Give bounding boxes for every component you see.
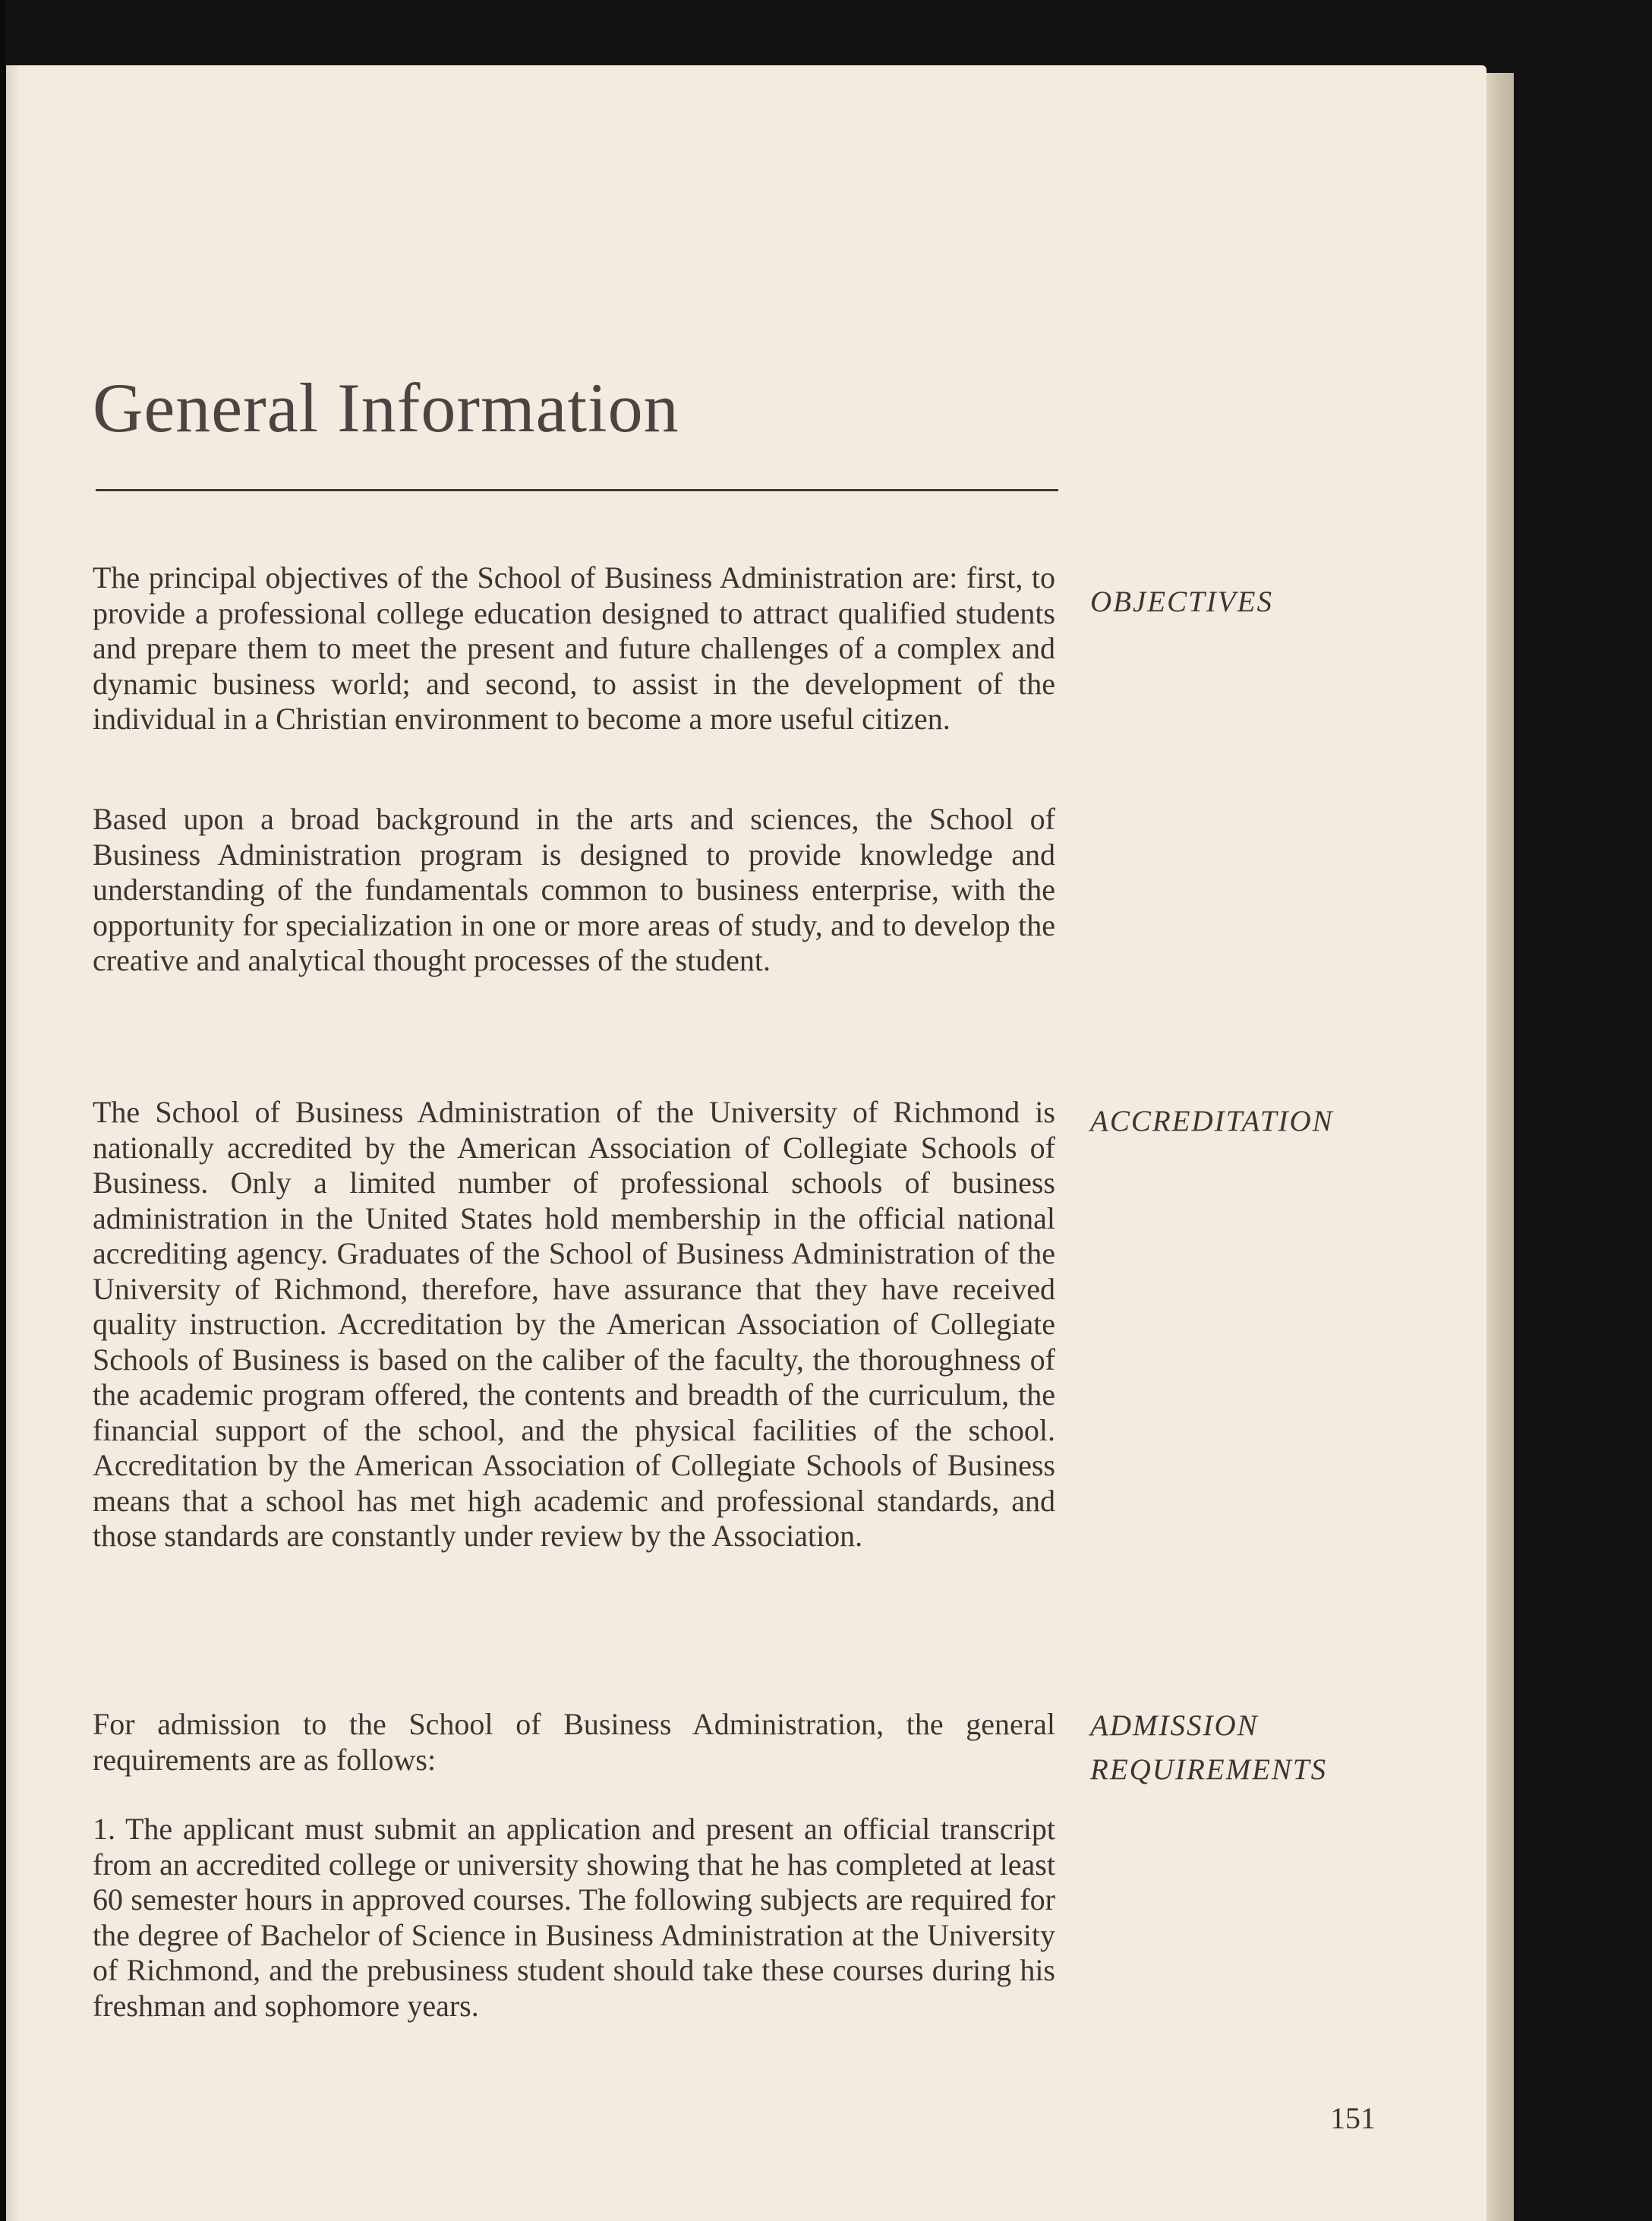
- objectives-side-label: OBJECTIVES: [1090, 585, 1273, 618]
- book-spine-shadow: [0, 0, 6, 2221]
- admission-intro-paragraph: For admission to the School of Business Administration, the general requirements are as follows:: [93, 1707, 1055, 1777]
- document-page: [6, 65, 1486, 2221]
- accreditation-side-label: ACCREDITATION: [1090, 1105, 1334, 1137]
- title-divider: [96, 489, 1058, 491]
- page-title: General Information: [93, 369, 679, 446]
- admission-side-label-line-1: ADMISSION: [1090, 1709, 1259, 1742]
- admission-requirement-1: 1. The applicant must submit an application and present an official transcript from an accredited college or university showing that he has completed at least 60 semester hours in approved courses. The following subjects are required for the degree of Bachelor of Science in Business Administration at the University of Richmond, and the prebusiness student should take these courses during his freshman and sophomore years.: [93, 1812, 1055, 2023]
- objectives-paragraph-1: The principal objectives of the School of Business Administration are: first, to provide a professional college education designed to attract qualified students and prepare them to meet the present and future challenges of a complex and dynamic business world; and second, to assist in the development of the individual in a Christian environment to become a more useful citizen.: [93, 560, 1055, 736]
- admission-side-label: [1090, 1704, 1394, 1792]
- admission-side-label-line-2: REQUIREMENTS: [1090, 1753, 1328, 1786]
- page-number: 151: [1330, 2101, 1376, 2135]
- objectives-paragraph-2: Based upon a broad background in the arts and sciences, the School of Business Administration program is designed to provide knowledge and understanding of the fundamentals common to business enterprise, with the opportunity for specialization in one or more areas of study, and to develop the creative and analytical thought processes of the student.: [93, 802, 1055, 977]
- accreditation-paragraph: The School of Business Administration of the University of Richmond is nationally accredited by the American Association of Collegiate Schools of Business. Only a limited number of professional schools of business administration in the United States hold membership in the official national accrediting agency. Graduates of the School of Business Administration of the University of Richmond, therefore, have assurance that they have received quality instruction. Accreditation by the American Association of Collegiate Schools of Business is based on the caliber of the faculty, the thoroughness of the academic program offered, the contents and breadth of the curriculum, the financial support of the school, and the physical facilities of the school. Accreditation by the American Association of Collegiate Schools of Business means that a school has met high academic and professional standards, and those standards are constantly under review by the Association.: [93, 1095, 1055, 1553]
- page-edge: [1486, 73, 1514, 2221]
